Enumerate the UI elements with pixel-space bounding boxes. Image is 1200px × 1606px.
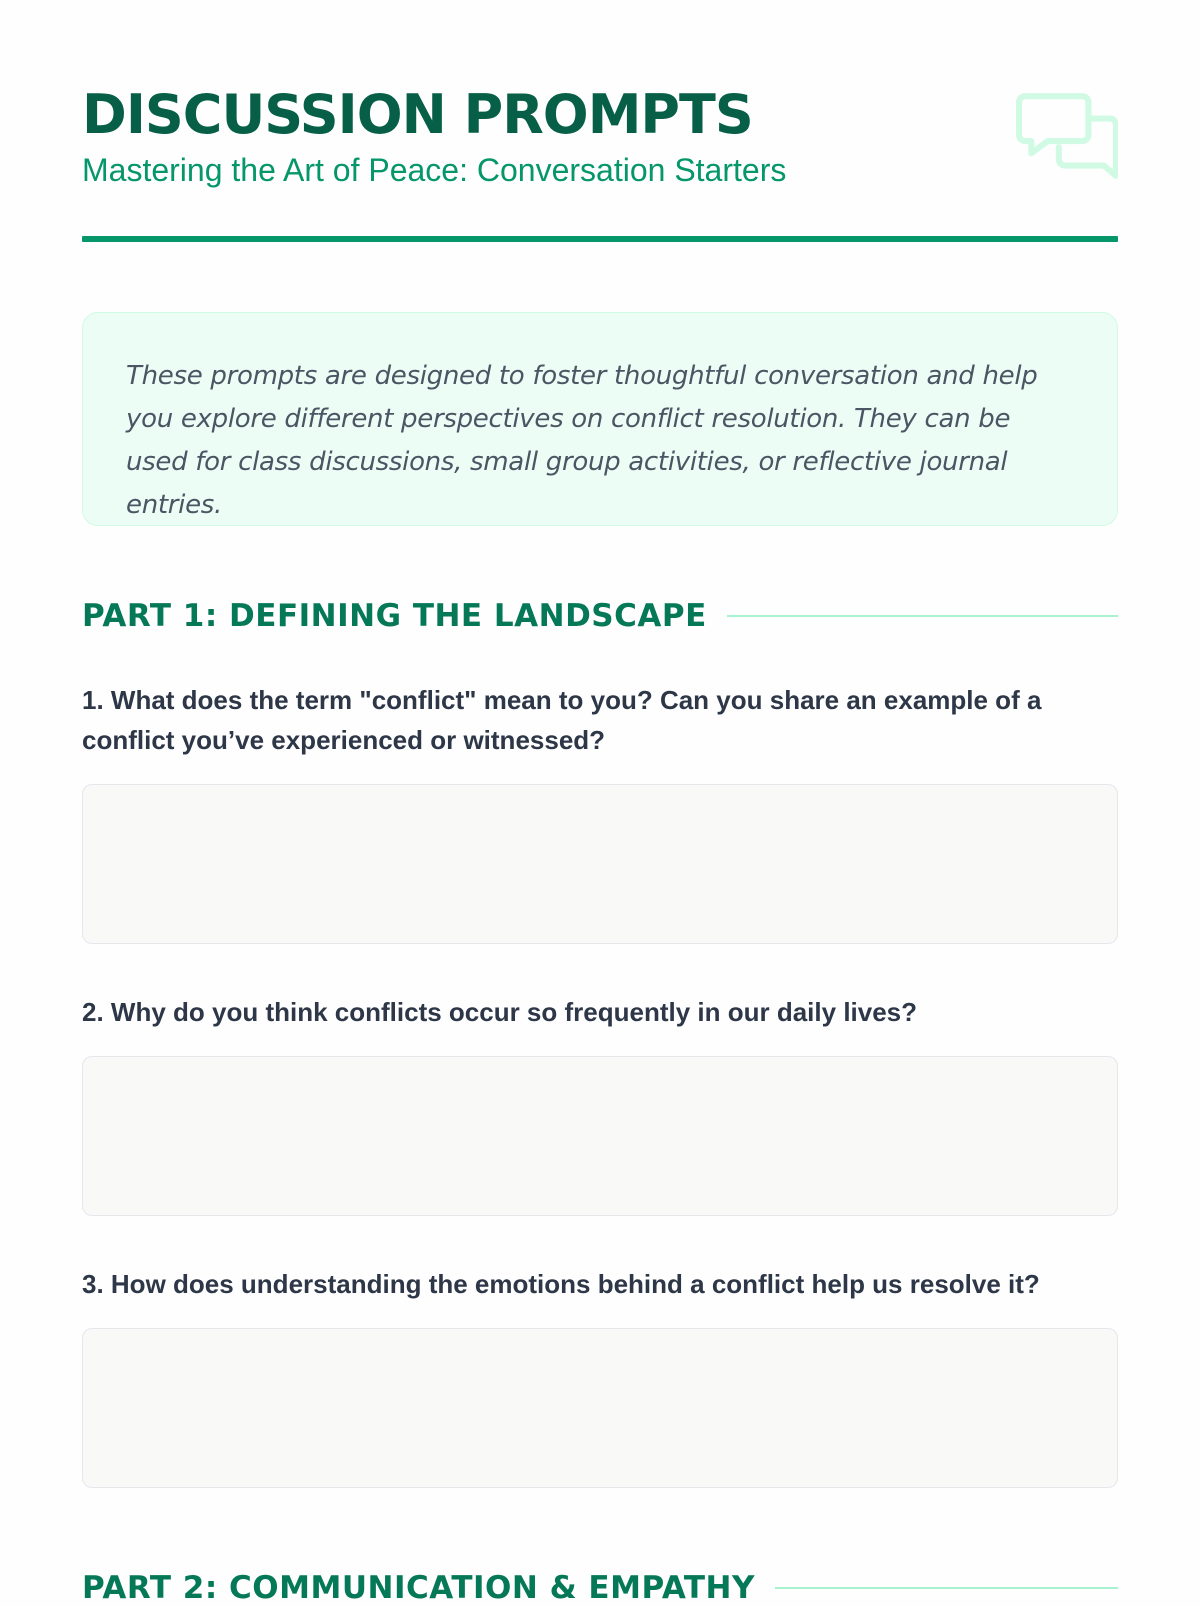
prompt-question: 1. What does the term "conflict" mean to you? Can you share an example of a conflict you’ve experienced or witnessed? — [82, 685, 1042, 755]
section-heading — [82, 1570, 1118, 1606]
prompt-question: 3. How does understanding the emotions behind a conflict help us resolve it? — [82, 1269, 1040, 1299]
prompt-item — [82, 680, 1118, 944]
answer-field[interactable] — [82, 1328, 1118, 1488]
prompt-item — [82, 992, 1118, 1216]
intro-text: These prompts are designed to foster thoughtful conversation and help you explore different perspectives on conflict resolution. They can be used for class discussions, small group activities, or reflective journal entries. — [126, 361, 1038, 520]
page-header — [82, 0, 1118, 188]
section-divider — [727, 615, 1118, 617]
intro-callout — [82, 312, 1118, 526]
header-divider — [82, 236, 1118, 242]
page-subtitle: Mastering the Art of Peace: Conversation Starters — [82, 152, 787, 188]
chat-bubbles-icon — [1016, 88, 1118, 190]
answer-field[interactable] — [82, 1056, 1118, 1216]
section-heading — [82, 598, 1118, 634]
section-title: PART 2: COMMUNICATION & EMPATHY — [82, 1570, 755, 1606]
section-title: PART 1: DEFINING THE LANDSCAPE — [82, 598, 707, 634]
answer-field[interactable] — [82, 784, 1118, 944]
section-part-1 — [82, 598, 1118, 1488]
section-divider — [775, 1587, 1118, 1589]
prompt-question: 2. Why do you think conflicts occur so frequently in our daily lives? — [82, 997, 918, 1027]
prompt-item — [82, 1264, 1118, 1488]
section-part-2 — [82, 1570, 1118, 1606]
page-title: DISCUSSION PROMPTS — [82, 83, 753, 146]
